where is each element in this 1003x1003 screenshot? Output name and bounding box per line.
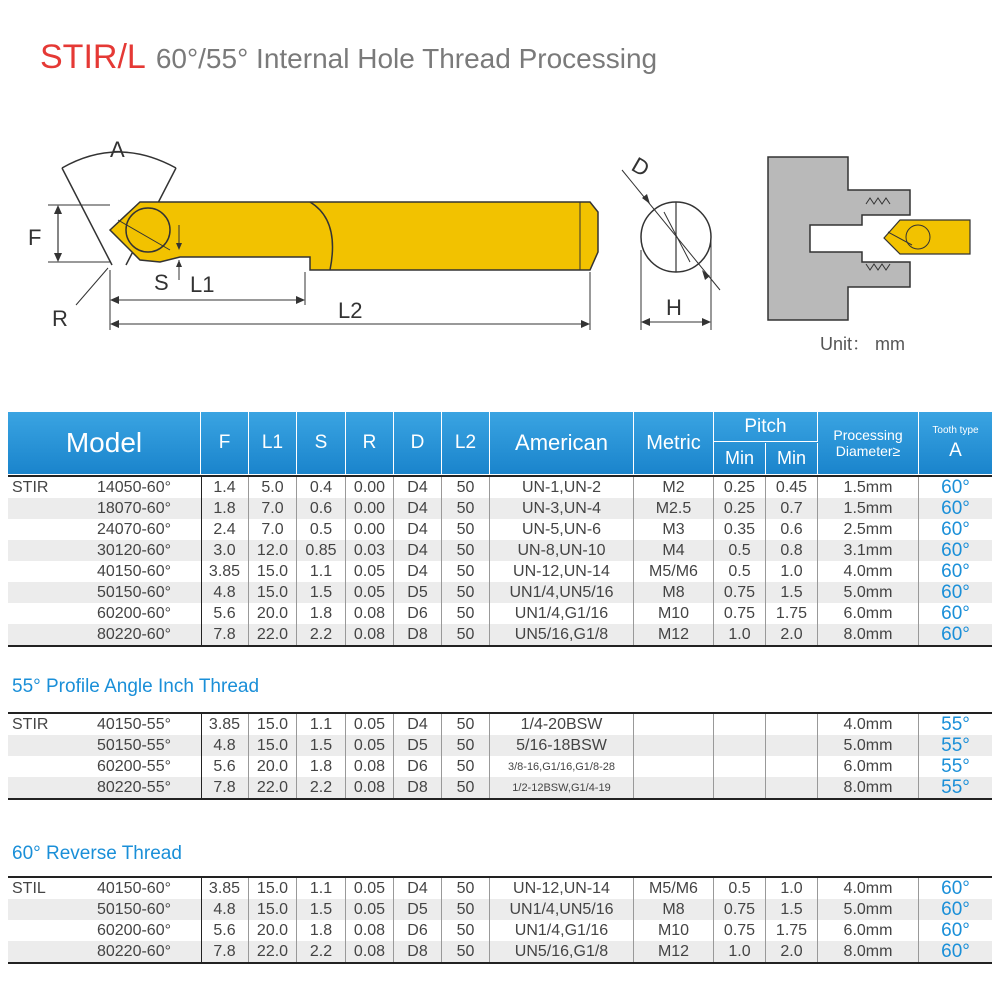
cell-tooth: 60°	[941, 561, 970, 582]
dim-label-R: R	[52, 306, 68, 331]
cell-american: UN1/4,G1/16	[490, 920, 634, 941]
cell-dia: 1.5mm	[818, 477, 919, 498]
table-row	[8, 624, 992, 645]
header-S: S	[297, 412, 346, 474]
cell-R: 0.08	[346, 756, 394, 777]
cell-R: 0.05	[346, 878, 394, 899]
tool-side-view	[48, 152, 598, 330]
table-divider	[201, 714, 202, 798]
cell-p2	[766, 756, 818, 777]
cell-S: 0.5	[297, 519, 346, 540]
header-ge: ≥	[892, 443, 901, 459]
cell-prefix: STIL	[12, 880, 46, 897]
table-bottom-border	[8, 645, 992, 647]
cell-D: D4	[394, 498, 442, 519]
cell-model: 50150-55°	[96, 737, 171, 754]
cell-model: 60200-55°	[96, 758, 171, 775]
cell-D: D4	[394, 519, 442, 540]
cell-L1: 15.0	[249, 735, 297, 756]
table-row	[8, 498, 992, 519]
cell-model: 60200-60°	[96, 922, 171, 939]
cell-D: D6	[394, 920, 442, 941]
cell-L1: 15.0	[249, 582, 297, 603]
cell-S: 1.5	[297, 899, 346, 920]
cell-dia: 8.0mm	[818, 777, 919, 798]
cell-D: D4	[394, 714, 442, 735]
cell-S: 0.6	[297, 498, 346, 519]
cell-D: D6	[394, 603, 442, 624]
cell-p1: 0.5	[714, 561, 766, 582]
cell-L2: 50	[442, 603, 490, 624]
cell-model: 50150-60°	[96, 584, 171, 601]
cell-p1	[714, 714, 766, 735]
header-diameter-line	[836, 443, 900, 459]
cell-L1: 7.0	[249, 519, 297, 540]
cell-R: 0.00	[346, 498, 394, 519]
cell-F: 3.85	[201, 561, 249, 582]
cell-L1: 22.0	[249, 941, 297, 962]
table-divider	[201, 878, 202, 962]
cell-tooth: 60°	[941, 920, 970, 941]
cell-american: UN-3,UN-4	[490, 498, 634, 519]
table-60-standard	[8, 475, 992, 645]
cell-p2	[766, 735, 818, 756]
cell-R: 0.08	[346, 603, 394, 624]
dim-label-L1: L1	[190, 272, 215, 297]
cell-p2: 1.0	[766, 878, 818, 899]
cell-american: 5/16-18BSW	[490, 735, 634, 756]
cell-F: 1.4	[201, 477, 249, 498]
cell-L1: 5.0	[249, 477, 297, 498]
cell-p2: 0.6	[766, 519, 818, 540]
cell-tooth: 55°	[941, 756, 970, 777]
dim-label-S: S	[154, 270, 169, 295]
cell-tooth: 60°	[941, 477, 970, 498]
header-tooth	[919, 412, 992, 474]
cell-L2: 50	[442, 477, 490, 498]
cell-R: 0.08	[346, 624, 394, 645]
cell-S: 1.5	[297, 582, 346, 603]
cell-metric	[634, 735, 714, 756]
cell-dia: 4.0mm	[818, 561, 919, 582]
cell-p1: 0.5	[714, 878, 766, 899]
cell-F: 4.8	[201, 735, 249, 756]
cell-L1: 20.0	[249, 756, 297, 777]
table-row	[8, 540, 992, 561]
cell-p1: 0.75	[714, 920, 766, 941]
cell-p2: 0.7	[766, 498, 818, 519]
cell-metric: M8	[634, 899, 714, 920]
cell-L1: 22.0	[249, 777, 297, 798]
cell-tooth: 60°	[941, 498, 970, 519]
cell-tooth: 55°	[941, 777, 970, 798]
cell-p2: 1.5	[766, 899, 818, 920]
cell-D: D4	[394, 561, 442, 582]
cell-tooth: 55°	[941, 714, 970, 735]
cell-F: 2.4	[201, 519, 249, 540]
workpiece-view	[768, 157, 970, 320]
cell-metric	[634, 777, 714, 798]
cell-p2	[766, 777, 818, 798]
cell-dia: 5.0mm	[818, 582, 919, 603]
cell-p2: 0.8	[766, 540, 818, 561]
cell-L2: 50	[442, 735, 490, 756]
cell-tooth: 60°	[941, 899, 970, 920]
cell-metric	[634, 714, 714, 735]
cell-L1: 20.0	[249, 603, 297, 624]
cell-S: 2.2	[297, 624, 346, 645]
cell-L2: 50	[442, 920, 490, 941]
cell-L2: 50	[442, 561, 490, 582]
cell-dia: 6.0mm	[818, 920, 919, 941]
cell-p2: 0.45	[766, 477, 818, 498]
cell-dia: 6.0mm	[818, 603, 919, 624]
table-55-inch	[8, 712, 992, 802]
cell-american: 1/4-20BSW	[490, 714, 634, 735]
cell-model: 14050-60°	[96, 479, 171, 496]
cell-R: 0.05	[346, 714, 394, 735]
table-row	[8, 477, 992, 498]
cell-S: 0.85	[297, 540, 346, 561]
dim-label-L2: L2	[338, 298, 363, 323]
cell-american: UN-1,UN-2	[490, 477, 634, 498]
dim-label-D: D	[627, 152, 654, 182]
cell-D: D8	[394, 624, 442, 645]
cell-tooth: 60°	[941, 878, 970, 899]
header-pitch: Pitch	[714, 412, 818, 442]
cell-F: 7.8	[201, 624, 249, 645]
table-bottom-border	[8, 798, 992, 800]
cell-model: 60200-60°	[96, 605, 171, 622]
cell-tooth: 60°	[941, 624, 970, 645]
table-row	[8, 941, 992, 962]
header-F: F	[201, 412, 249, 474]
cell-p1: 0.75	[714, 899, 766, 920]
cell-metric: M10	[634, 603, 714, 624]
cell-L1: 15.0	[249, 878, 297, 899]
cell-R: 0.08	[346, 941, 394, 962]
cell-tooth: 60°	[941, 603, 970, 624]
cell-L2: 50	[442, 714, 490, 735]
table-divider	[201, 477, 202, 645]
header-L2: L2	[442, 412, 490, 474]
cell-F: 4.8	[201, 899, 249, 920]
header-processing: Processing	[833, 427, 903, 443]
header-pitch-min-1: Min	[714, 443, 766, 474]
cell-R: 0.08	[346, 920, 394, 941]
cell-L1: 7.0	[249, 498, 297, 519]
cell-model: 80220-60°	[96, 626, 171, 643]
cell-F: 3.85	[201, 878, 249, 899]
cell-american: UN-12,UN-14	[490, 561, 634, 582]
cell-model: 40150-60°	[96, 563, 171, 580]
cell-american: UN-12,UN-14	[490, 878, 634, 899]
cell-p1: 1.0	[714, 941, 766, 962]
cell-D: D5	[394, 582, 442, 603]
page-title	[40, 38, 657, 77]
header-pitch-min-2: Min	[766, 443, 818, 474]
header-diameter: Diameter	[835, 443, 893, 459]
cell-S: 2.2	[297, 777, 346, 798]
cell-p1	[714, 735, 766, 756]
cell-R: 0.08	[346, 777, 394, 798]
cell-L2: 50	[442, 624, 490, 645]
cell-L2: 50	[442, 519, 490, 540]
cell-F: 3.85	[201, 714, 249, 735]
cell-L1: 15.0	[249, 561, 297, 582]
table-header	[8, 412, 992, 474]
cell-p1: 0.75	[714, 582, 766, 603]
table-bottom-border	[8, 962, 992, 964]
cell-L1: 12.0	[249, 540, 297, 561]
header-tooth-A: A	[949, 439, 962, 461]
cell-tooth: 60°	[941, 540, 970, 561]
cell-S: 1.8	[297, 603, 346, 624]
cell-p2: 1.75	[766, 920, 818, 941]
unit-label: Unit： mm	[820, 334, 905, 354]
cell-metric: M12	[634, 941, 714, 962]
title-main: STIR/L	[40, 38, 146, 76]
cell-dia: 4.0mm	[818, 714, 919, 735]
dim-label-H: H	[666, 295, 682, 320]
cell-model: 18070-60°	[96, 500, 171, 517]
cell-R: 0.05	[346, 735, 394, 756]
cell-p1	[714, 777, 766, 798]
cell-american: UN-8,UN-10	[490, 540, 634, 561]
cell-metric: M4	[634, 540, 714, 561]
dim-label-A: A	[110, 137, 125, 162]
table-row	[8, 920, 992, 941]
header-model: Model	[8, 412, 201, 474]
table-row	[8, 756, 992, 777]
cell-S: 2.2	[297, 941, 346, 962]
cell-p1: 0.25	[714, 498, 766, 519]
cell-model: 80220-60°	[96, 943, 171, 960]
cell-metric: M12	[634, 624, 714, 645]
cell-F: 1.8	[201, 498, 249, 519]
cell-american: UN5/16,G1/8	[490, 941, 634, 962]
cell-metric: M10	[634, 920, 714, 941]
table-row	[8, 714, 992, 735]
table-row	[8, 735, 992, 756]
cell-L2: 50	[442, 498, 490, 519]
cell-L2: 50	[442, 777, 490, 798]
cell-F: 7.8	[201, 777, 249, 798]
cell-tooth: 55°	[941, 735, 970, 756]
cell-p2	[766, 714, 818, 735]
cell-p1	[714, 756, 766, 777]
cell-D: D5	[394, 899, 442, 920]
cell-D: D8	[394, 941, 442, 962]
cell-F: 7.8	[201, 941, 249, 962]
table-row	[8, 777, 992, 798]
cell-D: D5	[394, 735, 442, 756]
cell-L1: 22.0	[249, 624, 297, 645]
cell-dia: 2.5mm	[818, 519, 919, 540]
cell-S: 1.1	[297, 561, 346, 582]
cell-p1: 0.25	[714, 477, 766, 498]
cell-dia: 6.0mm	[818, 756, 919, 777]
cell-dia: 5.0mm	[818, 735, 919, 756]
cell-american: 3/8-16,G1/16,G1/8-28	[490, 756, 634, 777]
cell-dia: 3.1mm	[818, 540, 919, 561]
header-metric: Metric	[634, 412, 714, 474]
cell-S: 0.4	[297, 477, 346, 498]
table-row	[8, 582, 992, 603]
header-D: D	[394, 412, 442, 474]
cell-F: 5.6	[201, 920, 249, 941]
cell-p2: 2.0	[766, 941, 818, 962]
cell-dia: 8.0mm	[818, 624, 919, 645]
cell-prefix: STIR	[12, 479, 49, 496]
cell-american: 1/2-12BSW,G1/4-19	[490, 777, 634, 798]
cell-american: UN1/4,UN5/16	[490, 582, 634, 603]
cell-L1: 15.0	[249, 714, 297, 735]
cell-L1: 20.0	[249, 920, 297, 941]
cell-L2: 50	[442, 899, 490, 920]
cell-p2: 2.0	[766, 624, 818, 645]
cell-R: 0.05	[346, 899, 394, 920]
cell-metric: M3	[634, 519, 714, 540]
cell-F: 5.6	[201, 756, 249, 777]
cell-R: 0.05	[346, 561, 394, 582]
cell-metric: M5/M6	[634, 561, 714, 582]
table-row	[8, 561, 992, 582]
cell-model: 30120-60°	[96, 542, 171, 559]
cell-american: UN1/4,G1/16	[490, 603, 634, 624]
cell-dia: 1.5mm	[818, 498, 919, 519]
cell-p1: 0.5	[714, 540, 766, 561]
header-L1: L1	[249, 412, 297, 474]
header-american: American	[490, 412, 634, 474]
cell-L1: 15.0	[249, 899, 297, 920]
section-55-title: 55° Profile Angle Inch Thread	[12, 676, 260, 697]
cell-model: 50150-60°	[96, 901, 171, 918]
cell-D: D4	[394, 878, 442, 899]
cell-prefix: STIR	[12, 716, 49, 733]
header-processing-diameter	[818, 412, 919, 474]
cell-L2: 50	[442, 582, 490, 603]
cell-model: 24070-60°	[96, 521, 171, 538]
table-row	[8, 603, 992, 624]
cell-metric: M8	[634, 582, 714, 603]
cell-D: D8	[394, 777, 442, 798]
cell-p1: 1.0	[714, 624, 766, 645]
title-sub: 60°/55° Internal Hole Thread Processing	[155, 43, 658, 74]
table-row	[8, 519, 992, 540]
section-reverse-title: 60° Reverse Thread	[12, 843, 182, 864]
cell-F: 3.0	[201, 540, 249, 561]
cell-R: 0.00	[346, 519, 394, 540]
cell-S: 1.8	[297, 756, 346, 777]
cell-R: 0.05	[346, 582, 394, 603]
cell-metric: M5/M6	[634, 878, 714, 899]
cell-S: 1.1	[297, 878, 346, 899]
cell-p2: 1.0	[766, 561, 818, 582]
cell-metric	[634, 756, 714, 777]
cell-tooth: 60°	[941, 519, 970, 540]
header-tooth-type: Tooth type	[932, 424, 979, 436]
cell-S: 1.5	[297, 735, 346, 756]
cell-american: UN-5,UN-6	[490, 519, 634, 540]
cell-p1: 0.75	[714, 603, 766, 624]
cell-D: D6	[394, 756, 442, 777]
cell-S: 1.1	[297, 714, 346, 735]
table-60-reverse	[8, 876, 992, 966]
table-row	[8, 899, 992, 920]
cell-L2: 50	[442, 540, 490, 561]
cell-model: 80220-55°	[96, 779, 171, 796]
cell-tooth: 60°	[941, 582, 970, 603]
cell-american: UN1/4,UN5/16	[490, 899, 634, 920]
cell-p2: 1.75	[766, 603, 818, 624]
cell-F: 5.6	[201, 603, 249, 624]
cell-R: 0.03	[346, 540, 394, 561]
cell-model: 40150-60°	[96, 880, 171, 897]
cell-dia: 8.0mm	[818, 941, 919, 962]
cell-F: 4.8	[201, 582, 249, 603]
cell-model: 40150-55°	[96, 716, 171, 733]
cell-L2: 50	[442, 941, 490, 962]
cell-metric: M2	[634, 477, 714, 498]
cell-tooth: 60°	[941, 941, 970, 962]
header-R: R	[346, 412, 394, 474]
table-row	[8, 878, 992, 899]
cell-D: D4	[394, 477, 442, 498]
cell-D: D4	[394, 540, 442, 561]
cell-american: UN5/16,G1/8	[490, 624, 634, 645]
cell-p1: 0.35	[714, 519, 766, 540]
cell-R: 0.00	[346, 477, 394, 498]
cell-S: 1.8	[297, 920, 346, 941]
cell-L2: 50	[442, 756, 490, 777]
cell-dia: 4.0mm	[818, 878, 919, 899]
cell-metric: M2.5	[634, 498, 714, 519]
cell-p2: 1.5	[766, 582, 818, 603]
cell-dia: 5.0mm	[818, 899, 919, 920]
cell-L2: 50	[442, 878, 490, 899]
dim-label-F: F	[28, 225, 42, 250]
